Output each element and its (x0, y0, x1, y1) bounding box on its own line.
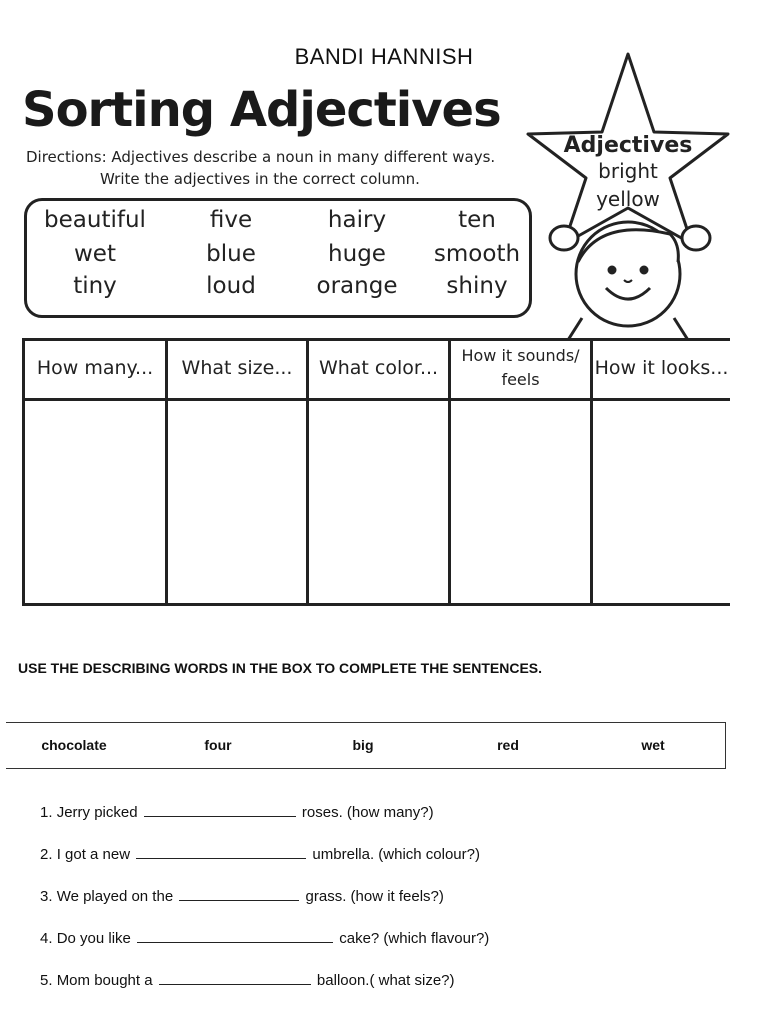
sentence-before: Do you like (56, 930, 131, 947)
box-word: red (497, 737, 519, 753)
directions-line-1: Directions: Adjectives describe a noun in many different ways. (26, 148, 496, 166)
box-word: wet (641, 737, 665, 753)
sentence-3 (40, 888, 444, 905)
answer-blank[interactable] (159, 972, 311, 985)
sentence-4 (40, 930, 489, 947)
sentence-number: 2. (40, 846, 53, 863)
mascot-heading: Adjectives (563, 133, 693, 158)
box-word: big (352, 737, 374, 753)
answer-blank[interactable] (179, 888, 299, 901)
sentence-number: 5. (40, 972, 53, 989)
student-name: BANDI HANNISH (294, 44, 474, 69)
answer-blank[interactable] (144, 804, 296, 817)
sentence-before: I got a new (56, 846, 131, 863)
word-bank-word: hairy (327, 207, 387, 233)
sentence-5 (40, 972, 455, 989)
column-header: How it sounds/ feels (451, 338, 590, 401)
box-word: chocolate (41, 737, 107, 753)
column-header: How many... (25, 338, 165, 401)
child-face-icon (550, 222, 710, 340)
word-bank-word: ten (458, 207, 496, 233)
sentence-after: cake? (which flavour?) (339, 930, 490, 947)
word-box-right (725, 722, 726, 769)
directions-line-2: Write the adjectives in the correct column. (100, 170, 420, 188)
table-column (165, 338, 306, 606)
table-column (590, 338, 730, 606)
sentence-2 (40, 846, 480, 863)
word-bank-word: orange (316, 273, 398, 299)
word-bank-word: wet (74, 241, 116, 267)
sentence-number: 1. (40, 804, 53, 821)
sentence-before: We played on the (56, 888, 174, 905)
answer-blank[interactable] (137, 930, 333, 943)
word-bank-word: smooth (433, 241, 521, 267)
word-bank-word: blue (206, 241, 256, 267)
sentence-number: 4. (40, 930, 53, 947)
word-bank (24, 198, 532, 318)
column-header: What color... (309, 338, 448, 401)
table-column (22, 338, 165, 606)
sorting-table (22, 338, 730, 606)
answer-blank[interactable] (136, 846, 306, 859)
mascot-word-2: yellow (596, 187, 660, 211)
table-column (306, 338, 448, 606)
word-box-bottom (6, 768, 726, 769)
sentence-before: Jerry picked (56, 804, 138, 821)
worksheet-title: Sorting Adjectives (22, 82, 501, 138)
column-header: What size... (168, 338, 306, 401)
word-bank-word: five (209, 207, 253, 233)
word-bank-word: loud (206, 273, 256, 299)
word-bank-word: tiny (73, 273, 117, 299)
sentence-before: Mom bought a (56, 972, 153, 989)
sentence-after: grass. (how it feels?) (305, 888, 444, 905)
word-bank-word: beautiful (44, 207, 146, 233)
table-bottom-border (22, 603, 730, 606)
word-bank-word: huge (328, 241, 386, 267)
sentence-after: balloon.( what size?) (316, 972, 455, 989)
sentence-after: roses. (how many?) (301, 804, 434, 821)
word-bank-word: shiny (446, 273, 508, 299)
star-kid-illustration (520, 48, 735, 340)
column-header: How it looks... (593, 338, 730, 401)
directions (26, 146, 495, 190)
word-box-top (6, 722, 726, 723)
mascot-word-1: bright (598, 159, 658, 183)
sentence-after: umbrella. (which colour?) (312, 846, 480, 863)
box-word: four (204, 737, 232, 753)
sentence-number: 3. (40, 888, 53, 905)
exercise-instruction: USE THE DESCRIBING WORDS IN THE BOX TO COMPLETE THE SENTENCES. (18, 660, 543, 676)
table-column (448, 338, 590, 606)
sentence-1 (40, 804, 434, 821)
